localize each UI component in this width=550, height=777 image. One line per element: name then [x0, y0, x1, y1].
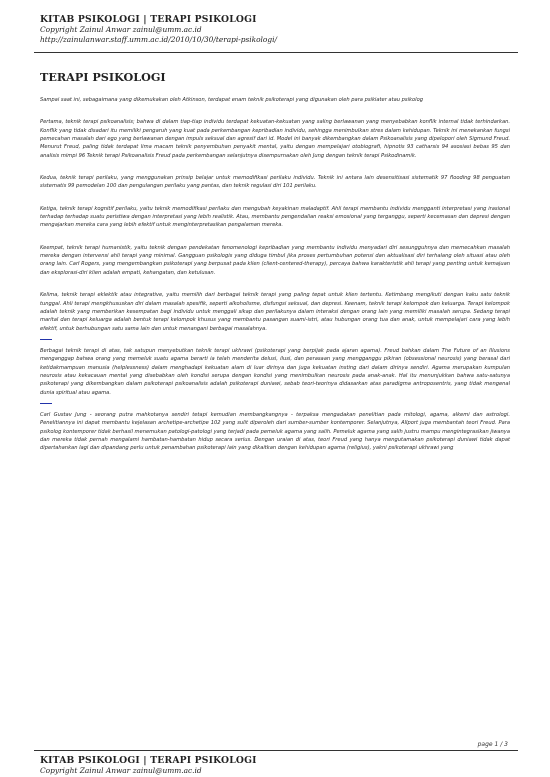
paragraph-ukhrawi: Berbagai teknik terapi di atas, tak satupun menyebutkan teknik terapi ukhrawi (psikoterapi yang berpijak pada ajaran agama). Freud bahkan dalam The Future of an Illusions menganggap bahwa orang yang memeluk suatu agama berarti ia telah menderita delusi, ilusi, dan perasaan yang mengganggu pikiran (obsessional neurosis) yang berasal dari ketidakmampuan manusia (helplessness) dalam menghadapi kekuatan alam di luar dirinya dan juga kekuatan insting dari dalam dirinya sendiri. Agama merupakan kumpulan neurosis atau kekacauan mental yang disebabkan oleh kondisi serupa dengan kondisi yang menimbulkan neurosis pada anak-anak. Hal itu menunjukkan bahwa satu-satunya psikoterapi yang dikembangkan dalam psikoterapi psikoanalisis adalah psikoterapi duniawi, sebab teori-teorinya didasarkan atas paradigma antroposentris, yang tidak mengenal dunia spiritual atau agama. [40, 347, 510, 396]
page-number: page 1 / 3 [477, 741, 508, 748]
header-copyright: Copyright Zainul Anwar zainul@umm.ac.id [40, 25, 202, 34]
paragraph-separator [40, 230, 510, 244]
footer-divider [34, 750, 518, 751]
paragraph-perilaku: Kedua, teknik terapi perilaku, yang menggunakan prinsip belajar untuk memodifikasi perilaku individu. Teknik ini antara lain desensitisasi sistematik 97 flooding 98 penguatan sistematis 99 pemodelan 100 dan pengulangan perilaku yang pantas, dan teknik regulasi diri 101 perilaku. [40, 175, 510, 190]
paragraph-eklektik: Kelima, teknik terapi eklektik atau integrative, yaitu memilih dari berbagai teknik terapi yang paling tepat untuk klien tertentu. Ketimbang mengikuti dengan kaku satu teknik tunggal. Ahli terapi mengkhususkan diri dalam masalah spesifik, seperti alkoholisme, disfungsi seksual, dan depresi. Keenam, teknik terapi kelompok dan keluarga. Terapi kelompok adalah teknik yang memberikan kesempatan bagi individu untuk menggali sikap dan perilakunya dalam interaksi dengan orang lain yang memiliki masalah serupa. Sedang terapi marital dan terapi keluarga adalah bentuk terapi kelompok khusus yang membantu pasangan suami-istri, atau hubungan orang tua dan anak, untuk mempelajari cara yang lebih efektif, untuk berhubungan satu sama lain dan untuk menangani berbagai masalahnya. [40, 292, 510, 332]
paragraph-kognitif: Ketiga, teknik terapi kognitif perilaku, yaitu teknik memodifikasi perilaku dan mengubah keyakinan maladaptif. Ahli terapi membantu individu mengganti interpretasi yang irasional terhadap terhadap suatu peristiwa dengan interpretasi yang lebih realistik. Atau, membantu pengendalian reaksi emosional yang terganggu, seperti kecemasan dan depresi dengan mengajarkan mereka cara yang lebih efektif untuk menginterpretasikan pengalaman mereka. [40, 205, 510, 229]
header-url[interactable]: http://zainulanwar.staff.umm.ac.id/2010/10/30/terapi-psikologi/ [40, 35, 277, 44]
paragraph-separator [40, 191, 510, 205]
paragraph-humanistik: Keempat, teknik terapi humanistik, yaitu teknik dengan pendekatan fenomenologi kepribadian yang membantu individu menyadari diri sesungguhnya dan memecahkan masalah mereka dengan intervensi ahli terapi yang minimal. Gangguan psikologis yang diduga timbul jika proses pertumbuhan potensi dan aktualisasi diri terhalang oleh situasi atau oleh orang lain. Carl Rogers, yang mengembangkan psikoterapi yang berpusat pada klien (client-centered-therapy), percaya bahwa karakteristik ahli terapi yang penting untuk kemajuan dan eksplorasi-diri klien adalah empati, kehangatan, dan ketulusan. [40, 244, 510, 276]
paragraph-separator [40, 160, 510, 174]
paragraph-intro: Sampai saat ini, sebagaimana yang dikemukakan oleh Atkinson, terdapat enam teknik psikoterapi yang digunakan oleh para psikiater atau psikolog [40, 97, 423, 103]
paragraph-separator [40, 277, 510, 291]
article-body [40, 96, 510, 453]
footer-title: KITAB PSIKOLOGI | TERAPI PSIKOLOGI [40, 755, 257, 766]
page-header [40, 14, 520, 45]
paragraph-jung: Carl Gustav Jung - seorang putra mahkotanya sendiri tetapi kemudian membangkangnya - terpaksa mengadakan penelitian pada mitologi, agama, alkemi dan astrologi. Penelitiannya ini dapat membantu kejelasan archetipe-archetipe 102 yang sulit diperoleh dari sumber-sumber kontemporer. Selanjutnya, Allport juga membantah teori Freud. Para psikolog kontemporer tidak berhasil menemukan patologi-patologi yang terjadi pada pemeluk agama yang salih. Pemeluk agama yang salih justru mampu mengintegrasikan jiwanya dan mereka tidak pernah mengalami hambatan-hambatan hidup secara serius. Dengan uraian di atas, teori Freud yang hanya mengutamakan psikoterapi duniawi tidak dapat dipertahankan lagi dan dipandang perlu untuk penambahan psikoterapi lain yang dikaitkan dengan kehidupan agama (religius), yakni psikoterapi ukhrawi yang [40, 411, 510, 452]
header-title: KITAB PSIKOLOGI | TERAPI PSIKOLOGI [40, 14, 257, 25]
page-title: TERAPI PSIKOLOGI [40, 70, 166, 84]
footer-copyright: Copyright Zainul Anwar zainul@umm.ac.id [40, 766, 202, 775]
header-divider [34, 52, 518, 53]
paragraph-separator [40, 333, 510, 347]
paragraph-separator [40, 104, 510, 118]
paragraph-psikoanalisis: Pertama, teknik terapi psikoanalisis; bahwa di dalam tiap-tiap individu terdapat kekuatan-kekuatan yang saling berlawanan yang menyebabkan konflik internal tidak terhindarkan. Konflik yang tidak disadari itu memiliki pengaruh yang kuat pada perkembangan kepribadian individu, sehingga menimbulkan stres dalam kehidupan. Teknik ini menekankan fungsi pemecahan masalah dari ego yang berlawanan dengan impuls seksual dan agresif dari id. Model ini banyak dikembangkan dalam Psikoanalisis yang dipelopori oleh Sigmund Freud. Menurut Freud, paling tidak terdapat lima macam teknik penyembuhan penyakit mental, yaitu dengan mempelajari otobiografi, hipnotis 93 catharsis 94 asosiasi bebas 95 dan analisis mimpi 96 Teknik terapi Psikoanalisis Freud pada perkembangan selanjutnya disempurnakan oleh Jung dengan teknik terapi Psikodinamik. [40, 119, 510, 159]
paragraph-separator [40, 397, 510, 411]
page-footer [40, 755, 520, 776]
